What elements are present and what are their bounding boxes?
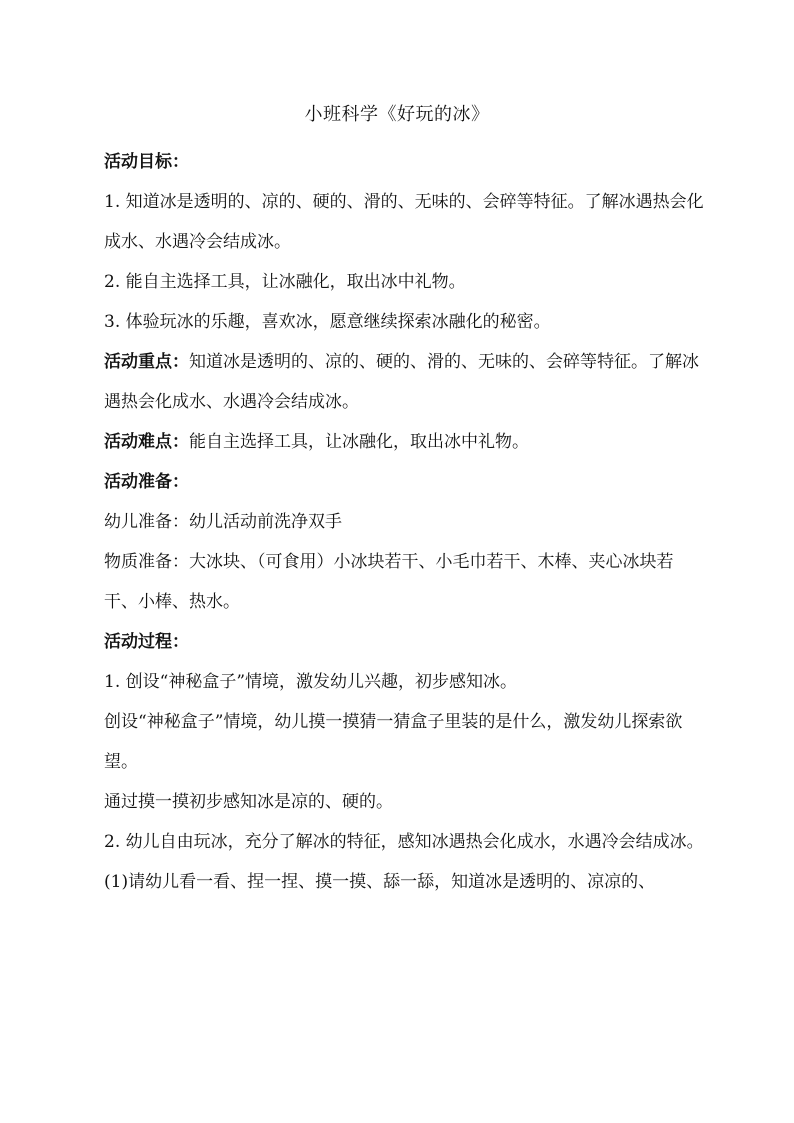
- goal-1: 1. 知道冰是透明的、凉的、硬的、滑的、无味的、会碎等特征。了解冰遇热会化成水、水遇冷会结成冰。: [104, 192, 704, 252]
- process-step-1: 1. 创设“神秘盒子”情境，激发幼儿兴趣，初步感知冰。: [104, 672, 518, 692]
- goal-2: 2. 能自主选择工具，让冰融化，取出冰中礼物。: [104, 272, 466, 292]
- difficulty-label: 活动难点：: [104, 432, 189, 452]
- difficulty-paragraph: [104, 422, 704, 462]
- key-point-label: 活动重点：: [104, 352, 189, 372]
- process-step-2a: (1)请幼儿看一看、捏一捏、摸一摸、舔一舔，知道冰是透明的、凉凉的、: [104, 872, 656, 892]
- document-title: 小班科学《好玩的冰》: [304, 104, 490, 125]
- goal-3: 3. 体验玩冰的乐趣，喜欢冰，愿意继续探索冰融化的秘密。: [104, 312, 551, 332]
- process-step-2: 2. 幼儿自由玩冰，充分了解冰的特征，感知冰遇热会化成水，水遇冷会结成冰。: [104, 832, 704, 852]
- prep-material: 物质准备：大冰块、（可食用）小冰块若干、小毛巾若干、木棒、夹心冰块若干、小棒、热水。: [104, 552, 674, 612]
- key-point-paragraph: [104, 342, 704, 422]
- prep-child: 幼儿准备：幼儿活动前洗净双手: [104, 512, 342, 532]
- key-point-text: 知道冰是透明的、凉的、硬的、滑的、无味的、会碎等特征。了解冰遇热会化成水、水遇冷会结成冰。: [104, 352, 699, 412]
- prep-heading: 活动准备：: [104, 472, 189, 492]
- document-body: [104, 142, 704, 902]
- process-step-1a: 创设“神秘盒子”情境，幼儿摸一摸猜一猜盒子里装的是什么，激发幼儿探索欲望。: [104, 712, 683, 772]
- goals-heading: 活动目标：: [104, 152, 189, 172]
- difficulty-text: 能自主选择工具，让冰融化，取出冰中礼物。: [189, 432, 529, 452]
- process-step-1b: 通过摸一摸初步感知冰是凉的、硬的。: [104, 792, 393, 812]
- process-heading: 活动过程：: [104, 632, 189, 652]
